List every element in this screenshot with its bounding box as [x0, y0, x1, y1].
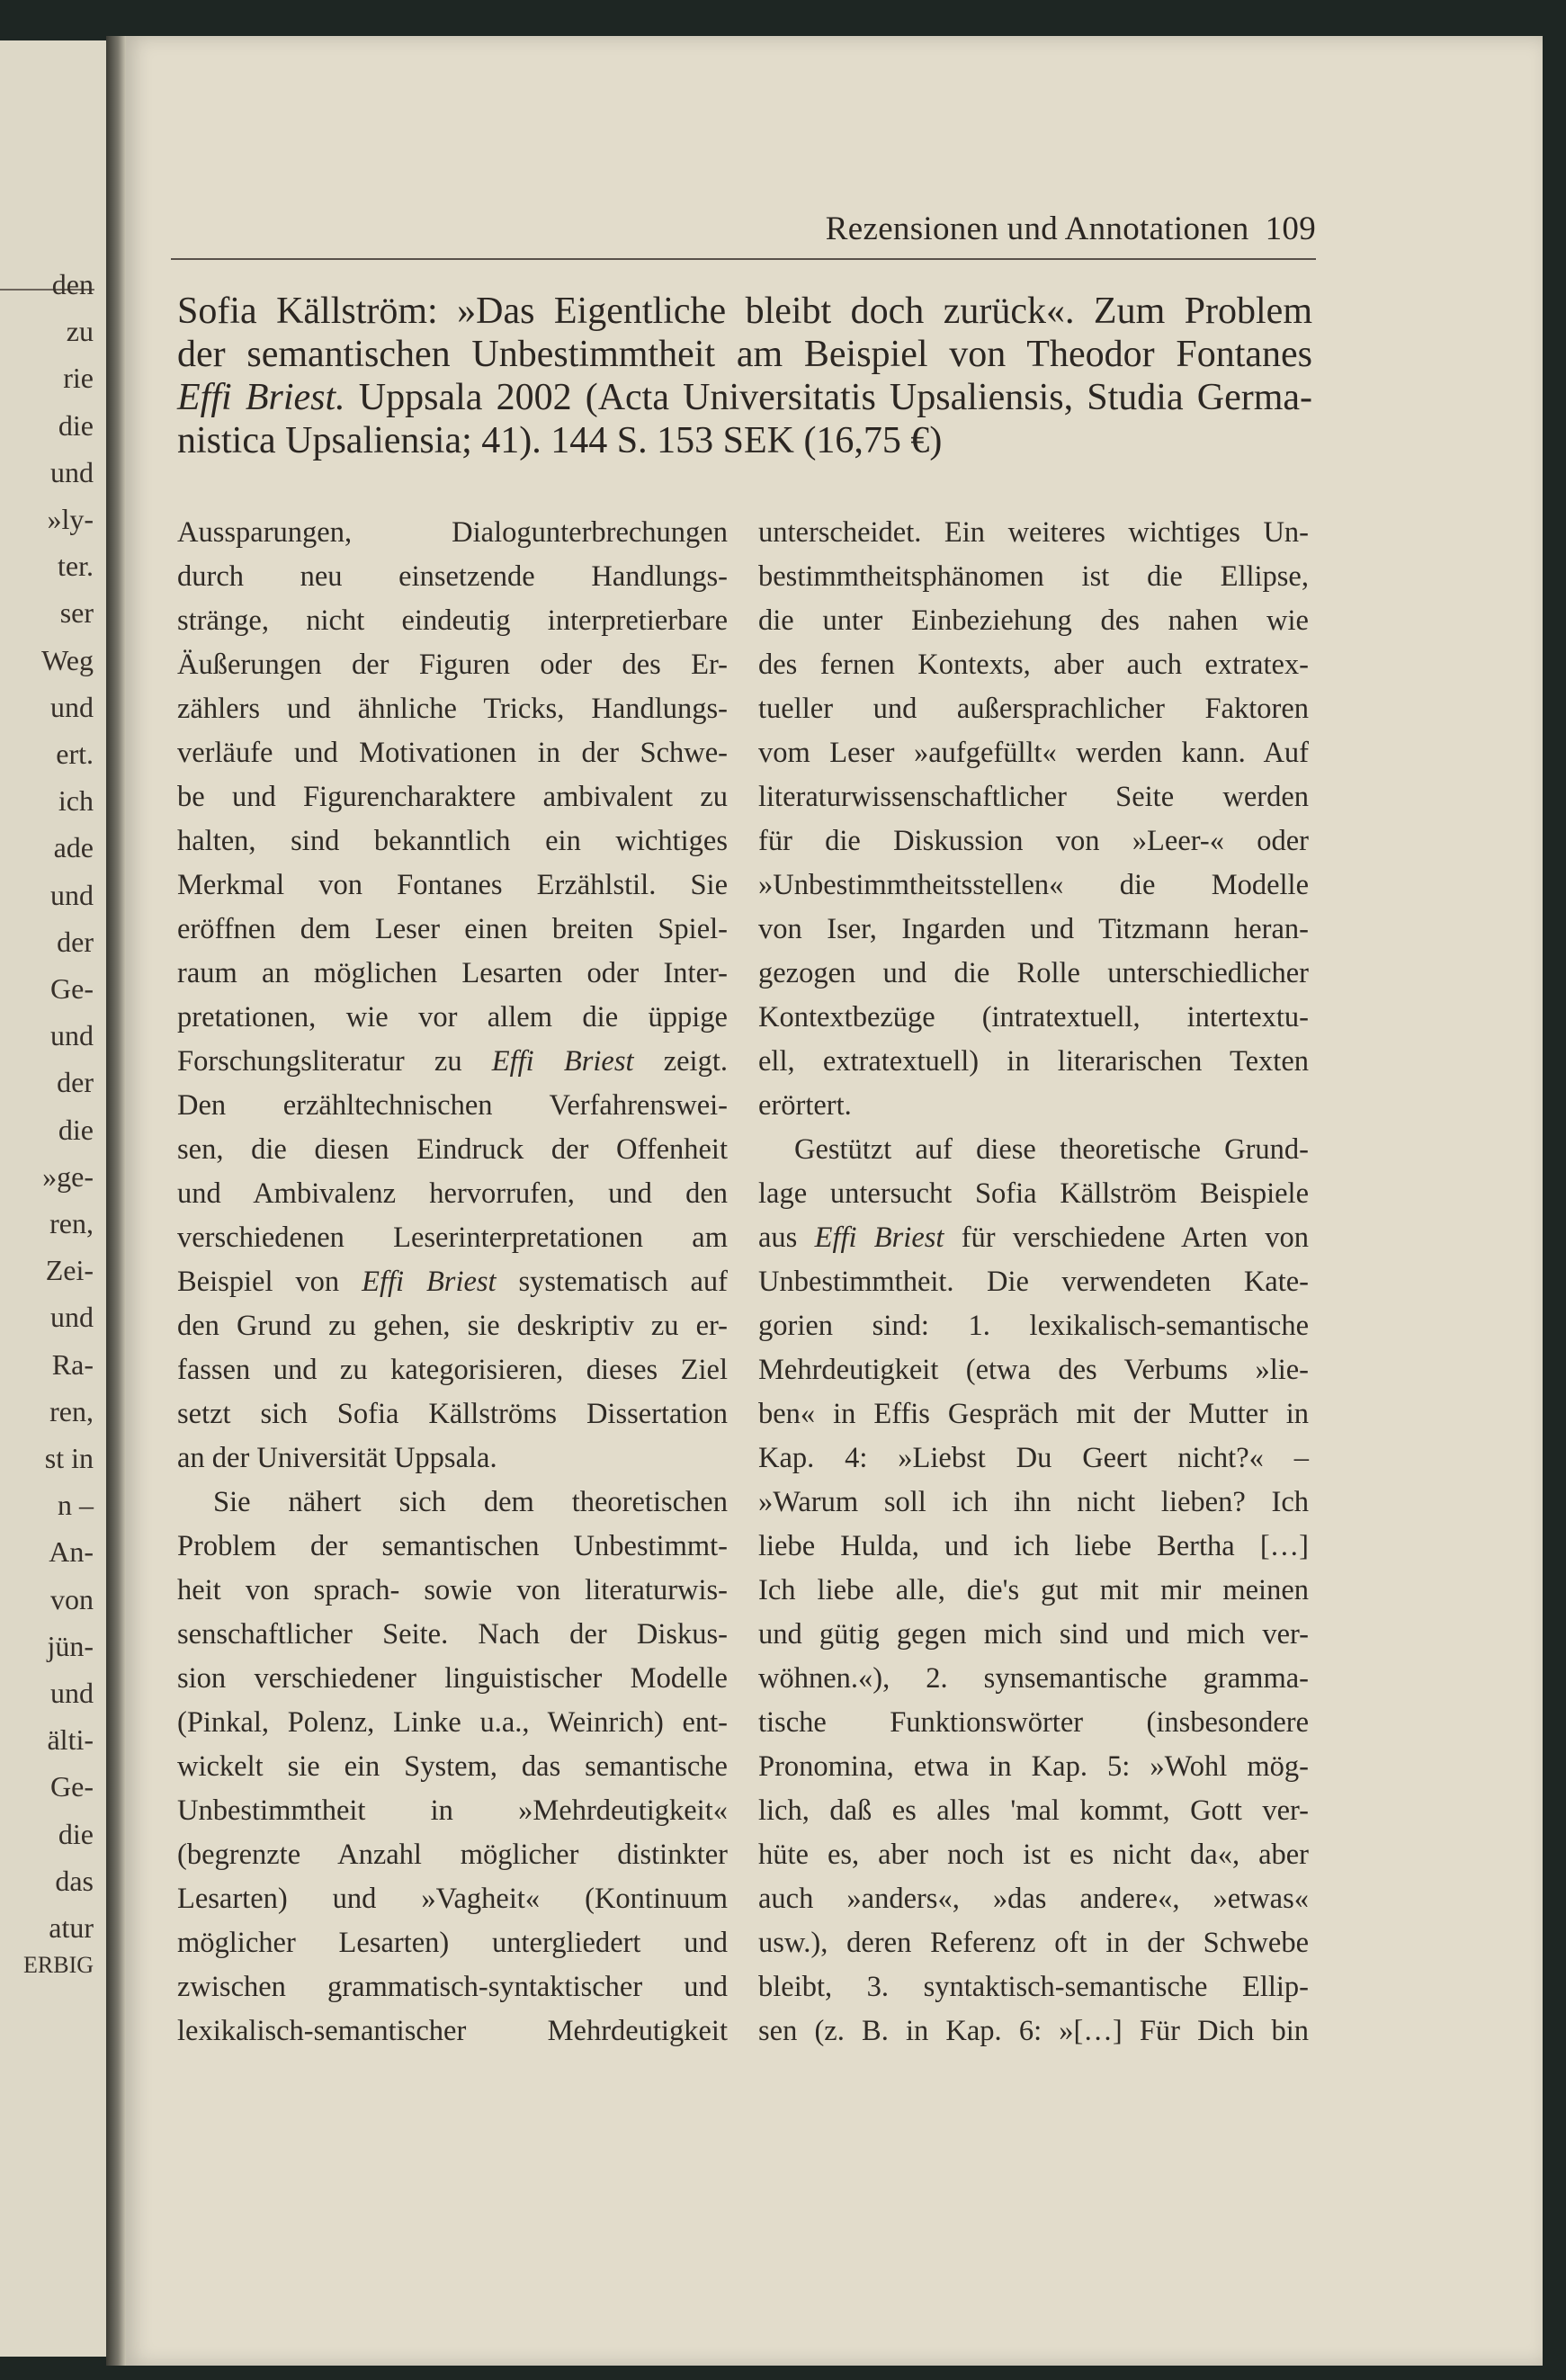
text-line: Beispiel von Effi Briest systematisch auf	[177, 1266, 729, 1298]
text-line: eröffnen dem Leser einen breiten Spiel-	[177, 913, 728, 945]
previous-page-line-fragment: An-	[49, 1535, 94, 1569]
text-line: heit von sprach- sowie von literaturwis-	[177, 1574, 728, 1606]
text-line: aus Effi Briest für verschiedene Arten von	[758, 1221, 1309, 1254]
review-title-line: Effi Briest. Uppsala 2002 (Acta Universitatis Upsaliensis, Studia Germa-	[177, 377, 1312, 418]
text-line: Gestützt auf diese theoretische Grund-	[794, 1133, 1309, 1166]
previous-page-line-fragment: Ge-	[50, 1770, 94, 1803]
previous-page-line-fragment: ren,	[49, 1207, 94, 1239]
previous-page-line-fragment: und	[50, 1677, 94, 1709]
text-line: Unbestimmtheit. Die verwendeten Kate-	[758, 1266, 1309, 1298]
text-line: lich, daß es alles 'mal kommt, Gott ver-	[758, 1794, 1309, 1827]
text-line: durch neu einsetzende Handlungs-	[177, 560, 728, 593]
text-line: halten, sind bekanntlich ein wichtiges	[177, 825, 728, 857]
previous-page-line-fragment: ich	[58, 784, 94, 818]
text-line: erörtert.	[758, 1089, 852, 1122]
text-line: Unbestimmtheit in »Mehrdeutigkeit«	[177, 1794, 728, 1827]
text-line: sion verschiedener linguistischer Modelle	[177, 1662, 728, 1695]
text-line: des fernen Kontexts, aber auch extratex-	[758, 649, 1309, 681]
text-line: Pronomina, etwa in Kap. 5: »Wohl mög-	[758, 1750, 1309, 1783]
book-title-reference: Effi Briest	[814, 1221, 944, 1254]
text-line: »Warum soll ich ihn nicht lieben? Ich	[758, 1486, 1309, 1518]
text-line: raum an möglichen Lesarten oder Inter-	[177, 957, 728, 989]
previous-page-line-fragment: ert.	[56, 738, 94, 770]
previous-page-line-fragment: und	[50, 1019, 94, 1052]
previous-page-line-fragment: Zei-	[45, 1254, 94, 1287]
text-line: tueller und außersprachlicher Faktoren	[758, 693, 1309, 725]
text-line: und Ambivalenz hervorrufen, und den	[177, 1177, 728, 1210]
previous-page-line-fragment: und	[50, 1301, 94, 1334]
text-line: unterscheidet. Ein weiteres wichtiges Un-	[758, 516, 1309, 549]
previous-page-line-fragment: der	[57, 1066, 94, 1099]
previous-page-line-fragment: n –	[58, 1489, 94, 1522]
text-line: (begrenzte Anzahl möglicher distinkter	[177, 1839, 728, 1871]
previous-page-line-fragment: rie	[63, 362, 94, 395]
text-line: ben« in Effis Gespräch mit der Mutter in	[758, 1398, 1309, 1430]
text-line: auch »anders«, »das andere«, »etwas«	[758, 1883, 1309, 1915]
previous-page-line-fragment: älti-	[47, 1723, 94, 1757]
text-line: möglicher Lesarten) untergliedert und	[177, 1927, 728, 1959]
running-title: Rezensionen und Annotationen	[825, 210, 1249, 247]
previous-page-line-fragment: und	[50, 690, 94, 723]
previous-page-line-fragment: und	[50, 878, 94, 911]
text-line: und gütig gegen mich sind und mich ver-	[758, 1618, 1309, 1651]
previous-page-line-fragment: Ra-	[51, 1347, 94, 1381]
previous-page-line-fragment: und	[50, 455, 94, 488]
page-number: 109	[1265, 210, 1316, 247]
text-line: wöhnen.«), 2. synsemantische gramma-	[758, 1662, 1309, 1695]
text-line: gezogen und die Rolle unterschiedlicher	[758, 957, 1309, 989]
text-line: gorien sind: 1. lexikalisch-semantische	[758, 1310, 1309, 1342]
previous-page-line-fragment: ERBIG	[23, 1952, 94, 1978]
previous-page-line-fragment: Ge-	[50, 972, 94, 1005]
review-title-line: Sofia Källström: »Das Eigentliche bleibt doch zurück«. Zum Problem	[177, 291, 1312, 332]
previous-page-line-fragment: den	[51, 268, 94, 300]
text-line: Problem der semantischen Unbestimmt-	[177, 1530, 728, 1562]
text-line: setzt sich Sofia Källströms Dissertation	[177, 1398, 728, 1430]
previous-page-line-fragment: die	[58, 1817, 94, 1850]
text-line: sen (z. B. in Kap. 6: »[…] Für Dich bin	[758, 2015, 1309, 2047]
review-title	[177, 290, 1312, 462]
book-title: Effi Briest.	[177, 377, 345, 418]
previous-page-edge	[0, 40, 109, 2357]
text-line: Kontextbezüge (intratextuell, intertextu-	[758, 1001, 1309, 1033]
previous-page-line-fragment: »ge-	[42, 1159, 94, 1193]
running-header-text	[826, 210, 1316, 248]
review-title-line: der semantischen Unbestimmtheit am Beispiel von Theodor Fontanes	[177, 334, 1312, 375]
previous-page-line-fragment: die	[58, 408, 94, 442]
text-line: an der Universität Uppsala.	[177, 1442, 497, 1474]
text-line: tische Funktionswörter (insbesondere	[758, 1706, 1309, 1739]
text-line: liebe Hulda, und ich liebe Bertha […]	[758, 1530, 1309, 1562]
text-line: »Unbestimmtheitsstellen« die Modelle	[758, 869, 1309, 901]
text-line: sen, die diesen Eindruck der Offenheit	[177, 1133, 728, 1166]
text-line: zwischen grammatisch-syntaktischer und	[177, 1971, 728, 2003]
previous-page-line-fragment: das	[55, 1864, 94, 1897]
text-line: Sie nähert sich dem theoretischen	[213, 1486, 728, 1518]
text-line: senschaftlicher Seite. Nach der Diskus-	[177, 1618, 728, 1651]
text-line: Mehrdeutigkeit (etwa des Verbums »lie-	[758, 1354, 1309, 1386]
previous-page-line-fragment: »ly-	[47, 503, 94, 535]
text-line: verläufe und Motivationen in der Schwe-	[177, 737, 728, 769]
previous-page-line-fragment: die	[58, 1113, 94, 1146]
text-line: Den erzähltechnischen Verfahrenswei-	[177, 1089, 728, 1122]
previous-page-line-fragment: jün-	[47, 1629, 94, 1662]
text-line: hüte es, aber noch ist es nicht da«, aber	[758, 1839, 1309, 1871]
previous-page-line-fragment: ser	[59, 596, 94, 630]
text-line: lage untersucht Sofia Källström Beispiele	[758, 1177, 1309, 1210]
text-line: usw.), deren Referenz oft in der Schwebe	[758, 1927, 1309, 1959]
text-line: Forschungsliteratur zu Effi Briest zeigt.	[177, 1045, 728, 1078]
text-column-left	[177, 511, 728, 2053]
text-line: von Iser, Ingarden und Titzmann heran-	[758, 913, 1309, 945]
previous-page-line-fragment: ade	[53, 831, 94, 864]
previous-page-line-fragment: ren,	[49, 1394, 94, 1427]
previous-page-line-fragment: st in	[44, 1442, 94, 1474]
text-line: zählers und ähnliche Tricks, Handlungs-	[177, 693, 728, 725]
text-line: Lesarten) und »Vagheit« (Kontinuum	[177, 1883, 728, 1915]
text-line: literaturwissenschaftlicher Seite werden	[758, 781, 1309, 813]
running-header	[171, 177, 1316, 260]
text-line: Kap. 4: »Liebst Du Geert nicht?« –	[758, 1442, 1309, 1474]
text-line: bestimmtheitsphänomen ist die Ellipse,	[758, 560, 1309, 593]
text-line: vom Leser »aufgefüllt« werden kann. Auf	[758, 737, 1309, 769]
previous-page-line-fragment: zu	[66, 315, 94, 348]
text-line: bleibt, 3. syntaktisch-semantische Ellip-	[758, 1971, 1309, 2003]
previous-page-line-fragment: von	[50, 1582, 94, 1615]
text-line: Aussparungen, Dialogunterbrechungen	[177, 516, 728, 549]
text-line: für die Diskussion von »Leer-« oder	[758, 825, 1309, 857]
text-line: wickelt sie ein System, das semantische	[177, 1750, 728, 1783]
text-line: Äußerungen der Figuren oder des Er-	[177, 649, 728, 681]
text-column-right	[758, 511, 1309, 2053]
text-line: den Grund zu gehen, sie deskriptiv zu er-	[177, 1310, 728, 1342]
previous-page-line-fragment: der	[57, 925, 94, 958]
text-line: be und Figurencharaktere ambivalent zu	[177, 781, 728, 813]
text-line: die unter Einbeziehung des nahen wie	[758, 604, 1309, 637]
text-line: verschiedenen Leserinterpretationen am	[177, 1221, 728, 1254]
book-title-reference: Effi Briest	[362, 1266, 497, 1298]
book-gutter	[106, 36, 126, 2366]
text-line: stränge, nicht eindeutig interpretierbare	[177, 604, 728, 637]
previous-page-line-fragment: atur	[49, 1911, 94, 1944]
text-line: fassen und zu kategorisieren, dieses Ziel	[177, 1354, 728, 1386]
previous-page-line-fragment: Weg	[41, 643, 94, 676]
text-line: Ich liebe alle, die's gut mit mir meinen	[758, 1574, 1309, 1606]
text-line: pretationen, wie vor allem die üppige	[177, 1001, 728, 1033]
text-line: ell, extratextuell) in literarischen Texten	[758, 1045, 1309, 1078]
previous-page-line-fragment: ter.	[58, 550, 94, 583]
text-line: Merkmal von Fontanes Erzählstil. Sie	[177, 869, 728, 901]
text-line: lexikalisch-semantischer Mehrdeutigkeit	[177, 2015, 728, 2047]
text-line: (Pinkal, Polenz, Linke u.a., Weinrich) ent-	[177, 1706, 728, 1739]
book-title-reference: Effi Briest	[491, 1045, 634, 1078]
review-title-line: nistica Upsaliensia; 41). 144 S. 153 SEK (16,75 €)	[177, 420, 943, 461]
